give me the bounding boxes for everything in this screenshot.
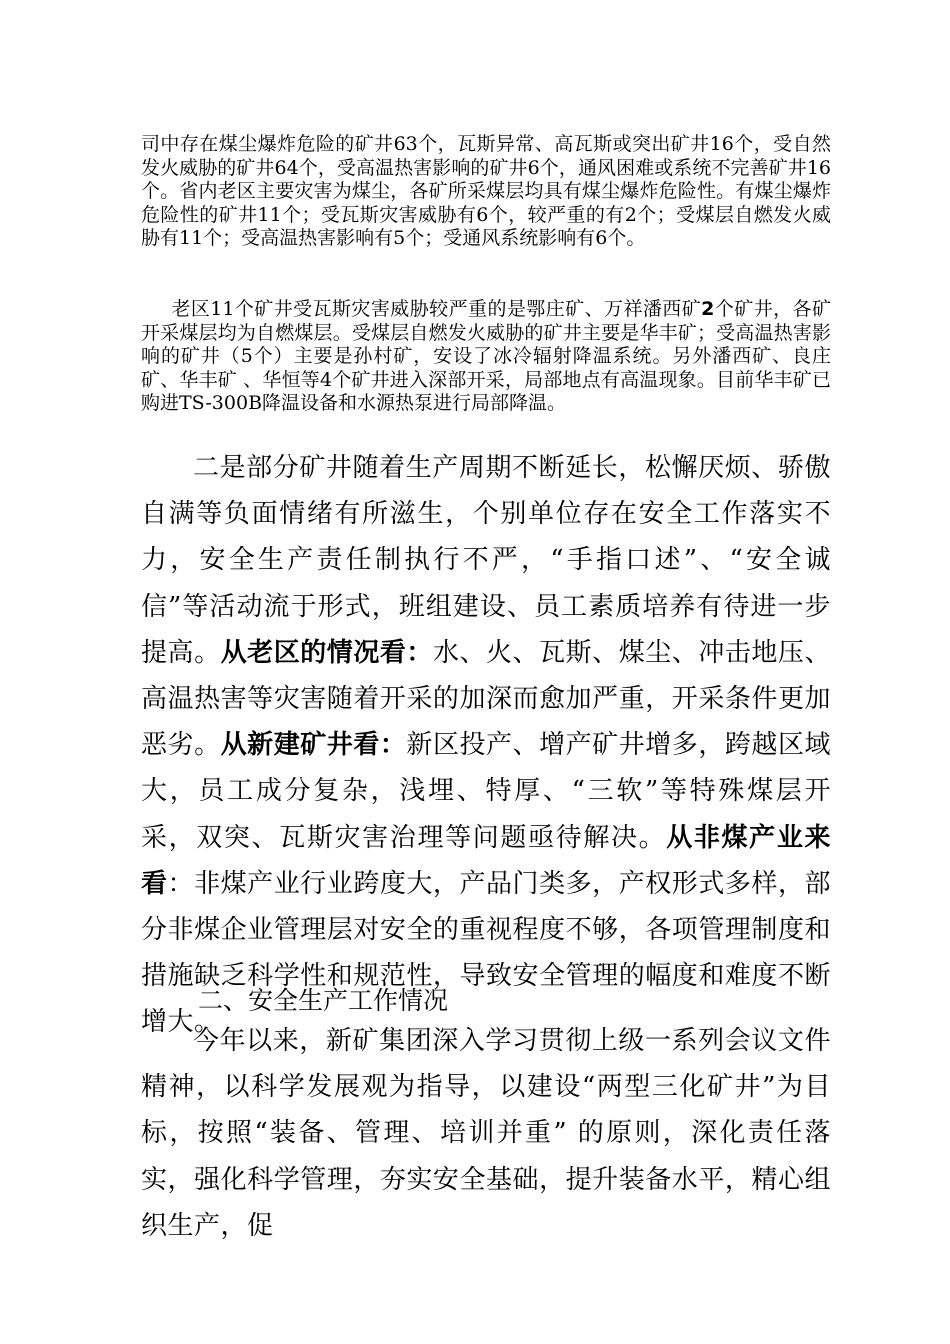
section-heading: 二、安全生产工作情况 <box>198 986 449 1015</box>
paragraph-text <box>141 298 831 416</box>
text-segment: 水、火、瓦斯、煤尘、冲击地压、高温热害等灾害随着开采的加深而愈加严重，开采条件更加恶劣。 <box>141 637 831 761</box>
text-segment: 老区11个矿井受瓦斯灾害威胁较严重的是鄂庄矿、万祥潘西矿 <box>171 298 702 320</box>
text-segment: 二是部分矿井随着生产周期不断延长，松懈厌烦、骄傲自满等负面情绪有所滋生，个别单位存在安全工作落实不力，安全生产责任制执行不严，“手指口述”、“安全诚信”等活动流于形式，班组建设、员工素质培养有待进一步提高。 <box>141 453 831 668</box>
text-segment: 个矿井，各矿开采煤层均为自燃煤层。受煤层自燃发火威胁的矿井主要是华丰矿；受高温热害影响的矿井（5个）主要是孙村矿，安设了冰冷辐射降温系统。另外潘西矿、良庄矿、华丰矿 、华恒等4个矿井进入深部开采，局部地点有高温现象。目前华丰矿已购进TS-300B降温设备和水源热泵进行局部降温。 <box>141 298 831 414</box>
text-segment-bold-number: 2 <box>701 298 715 320</box>
paragraph-text: 司中存在煤尘爆炸危险的矿井63个，瓦斯异常、高瓦斯或突出矿井16个，受自然发火威胁的矿井64个，受高温热害影响的矿井6个，通风困难或系统不完善矿井16个。省内老区主要灾害为煤尘，各矿所采煤层均具有煤尘爆炸危险性。有煤尘爆炸危险性的矿井11个；受瓦斯灾害威胁有6个，较严重的有2个；受煤层自燃发火威胁有11个；受高温热害影响有5个；受通风系统影响有6个。 <box>141 133 831 249</box>
paragraph-work-status <box>141 1018 831 1249</box>
paragraph-old-area <box>141 298 831 416</box>
paragraph-disaster-stats <box>141 133 831 251</box>
bold-label-old-area: 从老区的情况看： <box>220 637 433 668</box>
bold-label-new-mines: 从新建矿井看： <box>220 730 407 761</box>
text-segment: ：非煤产业行业跨度大，产品门类多，产权形式多样，部分非煤企业管理层对安全的重视程度不够，各项管理制度和措施缺乏科学性和规范性，导致安全管理的幅度和难度不断增大。 <box>141 868 831 1038</box>
paragraph-text: 今年以来，新矿集团深入学习贯彻上级一系列会议文件精神，以科学发展观为指导，以建设“两型三化矿井”为目标，按照“装备、管理、培训并重” 的原则，深化责任落实，强化科学管理，夯实安全基础，提升装备水平，精心组织生产，促 <box>141 1026 831 1241</box>
paragraph-problems <box>141 445 831 1046</box>
paragraph-text <box>141 445 831 1046</box>
text-segment: 新区投产、增产矿井增多，跨越区域大，员工成分复杂，浅埋、特厚、“三软”等特殊煤层开采，双突、瓦斯灾害治理等问题亟待解决。 <box>141 730 831 853</box>
bold-label-non-coal: 从非煤产业来看 <box>141 822 831 899</box>
